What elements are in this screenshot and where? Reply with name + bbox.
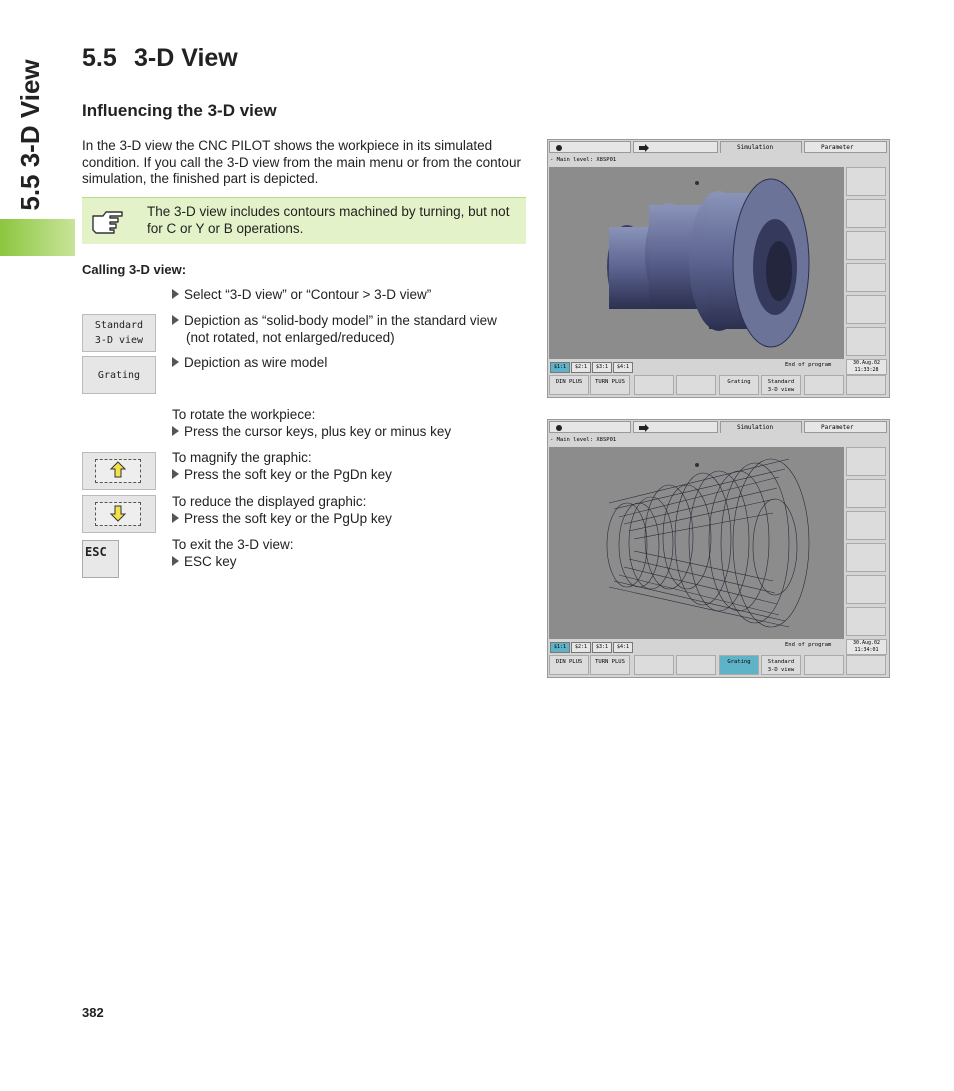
channel-badge: $1:1 — [550, 362, 570, 373]
channel-badge: $1:1 — [550, 642, 570, 653]
arrow-down-icon — [107, 502, 129, 524]
esc-key[interactable]: ESC — [82, 540, 119, 578]
section-title-text: 3-D View — [134, 44, 238, 72]
vertical-softkey[interactable] — [846, 199, 886, 228]
turn-plus-softkey[interactable]: TURN PLUS — [590, 655, 630, 675]
vertical-softkey[interactable] — [846, 327, 886, 356]
channel-badge: $4:1 — [613, 642, 633, 653]
vertical-softkey[interactable] — [846, 543, 886, 572]
note-text: The 3-D view includes contours machined by turning, but not for C or Y or B operations. — [147, 204, 510, 236]
tab-parameter[interactable]: Parameter — [804, 421, 887, 433]
step-select: Select “3-D view” or “Contour > 3-D view” — [172, 287, 527, 304]
arrow-right-icon — [172, 289, 179, 299]
screenshot-wire-view — [547, 419, 890, 678]
channel-badge: $4:1 — [613, 362, 633, 373]
grating-softkey[interactable]: Grating — [82, 356, 156, 394]
empty-softkey[interactable] — [634, 375, 674, 395]
vertical-softkey[interactable] — [846, 263, 886, 292]
horizontal-softkeys — [549, 655, 888, 676]
vertical-softkey[interactable] — [846, 295, 886, 324]
channel-badge: $2:1 — [571, 362, 591, 373]
status-bar — [549, 640, 844, 654]
tab-hand[interactable] — [549, 141, 631, 153]
vertical-softkeys — [846, 447, 887, 639]
step-reduce: To reduce the displayed graphic: Press the soft key or the PgUp key — [172, 494, 392, 526]
din-plus-softkey[interactable]: DIN PLUS — [549, 375, 589, 395]
arrow-up-icon — [107, 459, 129, 481]
screen-tab-bar — [548, 420, 889, 434]
vertical-softkey[interactable] — [846, 575, 886, 604]
empty-softkey[interactable] — [676, 655, 716, 675]
hand-icon — [555, 424, 563, 432]
arrow-right-icon — [639, 424, 649, 432]
arrow-right-icon — [172, 357, 179, 367]
tab-hand[interactable] — [549, 421, 631, 433]
empty-softkey[interactable] — [676, 375, 716, 395]
arrow-right-icon — [172, 426, 179, 436]
step-rotate: To rotate the workpiece: Press the cursor keys, plus key or minus key — [172, 407, 452, 439]
vertical-softkey[interactable] — [846, 231, 886, 260]
screenshot-solid-view — [547, 139, 890, 398]
standard-3d-view-softkey[interactable]: Standard 3-D view — [82, 314, 156, 352]
note-box — [82, 197, 526, 244]
magnify-softkey[interactable] — [804, 375, 844, 395]
vertical-softkey[interactable] — [846, 479, 886, 508]
step-magnify: To magnify the graphic: Press the soft key or the PgDn key — [172, 450, 392, 482]
standard-3d-view-softkey[interactable]: Standard 3-D view — [761, 375, 801, 395]
magnify-softkey[interactable] — [82, 452, 156, 490]
vertical-softkey[interactable] — [846, 511, 886, 540]
end-of-program-label: End of program — [785, 642, 832, 648]
arrow-right-icon — [172, 513, 179, 523]
empty-softkey[interactable] — [634, 655, 674, 675]
intro-paragraph: In the 3-D view the CNC PILOT shows the workpiece in its simulated condition. If you call the 3-D view from the main menu or from the contour simulation, the finished part is depicted. — [82, 138, 521, 186]
side-chapter-title: 5.5 3-D View — [15, 59, 45, 211]
section-number: 5.5 — [82, 44, 117, 72]
channel-badge: $3:1 — [592, 362, 612, 373]
tab-parameter[interactable]: Parameter — [804, 141, 887, 153]
reduce-softkey[interactable] — [846, 655, 886, 675]
reduce-softkey[interactable] — [82, 495, 156, 533]
step-exit: To exit the 3-D view: ESC key — [172, 537, 294, 569]
pointing-hand-icon — [90, 206, 126, 234]
din-plus-softkey[interactable]: DIN PLUS — [549, 655, 589, 675]
end-of-program-label: End of program — [785, 362, 832, 368]
solid-workpiece-graphic — [549, 167, 844, 359]
horizontal-softkeys — [549, 375, 888, 396]
screen-tab-bar — [548, 140, 889, 154]
step-solid: Depiction as “solid-body model” in the standard view (not rotated, not enlarged/reduced) — [172, 313, 527, 346]
tab-arrow[interactable] — [633, 141, 718, 153]
date-time: 30.Aug.02 11:33:28 — [846, 359, 887, 375]
channel-badge: $3:1 — [592, 642, 612, 653]
standard-3d-view-softkey[interactable]: Standard 3-D view — [761, 655, 801, 675]
reduce-softkey[interactable] — [846, 375, 886, 395]
grating-softkey[interactable]: Grating — [719, 375, 759, 395]
chapter-tab-marker — [0, 219, 75, 256]
vertical-softkeys — [846, 167, 887, 359]
magnify-softkey[interactable] — [804, 655, 844, 675]
turn-plus-softkey[interactable]: TURN PLUS — [590, 375, 630, 395]
tab-simulation[interactable]: Simulation — [720, 421, 802, 433]
tab-simulation[interactable]: Simulation — [720, 141, 802, 153]
date-time: 30.Aug.02 11:34:01 — [846, 639, 887, 655]
section-title — [82, 44, 238, 73]
calling-heading: Calling 3-D view: — [82, 262, 187, 277]
arrow-right-icon — [639, 144, 649, 152]
grating-softkey[interactable]: Grating — [719, 655, 759, 675]
vertical-softkey[interactable] — [846, 167, 886, 196]
3d-view-canvas[interactable] — [549, 447, 844, 639]
vertical-softkey[interactable] — [846, 607, 886, 636]
page-number: 382 — [82, 1005, 104, 1020]
step-wire: Depiction as wire model — [172, 355, 527, 372]
vertical-softkey[interactable] — [846, 447, 886, 476]
channel-badge: $2:1 — [571, 642, 591, 653]
arrow-right-icon — [172, 469, 179, 479]
subheading: Influencing the 3-D view — [82, 101, 277, 120]
arrow-right-icon — [172, 315, 179, 325]
arrow-right-icon — [172, 556, 179, 566]
wire-workpiece-graphic — [549, 447, 844, 639]
3d-view-canvas[interactable] — [549, 167, 844, 359]
hand-icon — [555, 144, 563, 152]
main-level-label: - Main level: X8SP01 — [550, 157, 617, 163]
main-level-label: - Main level: X8SP01 — [550, 437, 617, 443]
tab-arrow[interactable] — [633, 421, 718, 433]
status-bar — [549, 360, 844, 374]
